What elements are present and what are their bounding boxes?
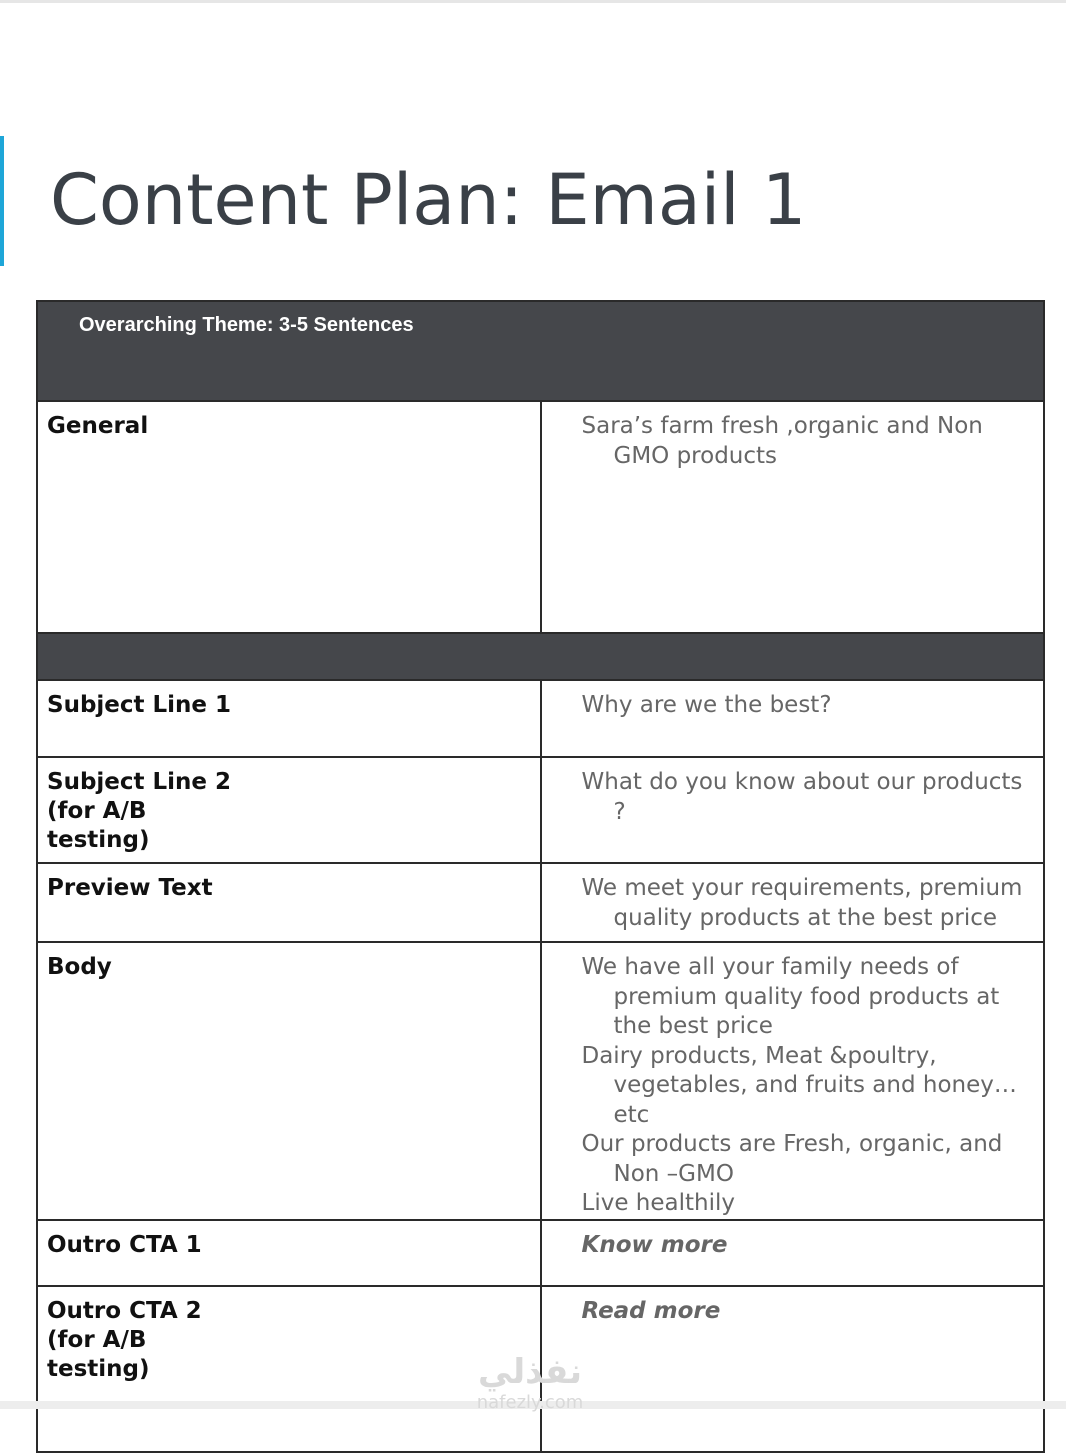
- row-label-line: Subject Line 2: [47, 769, 232, 795]
- row-label-outro-cta-1: [37, 1220, 541, 1286]
- row-label-subject-line-2: [37, 757, 541, 863]
- top-rule: [0, 0, 1066, 3]
- theme-header-row: [37, 301, 1044, 401]
- row-label-line: testing): [47, 1355, 150, 1382]
- watermark: [440, 1352, 620, 1414]
- row-value-line: We have all your family needs of premium quality food products at the best price: [581, 954, 1000, 1039]
- row-label-line: (for A/B: [47, 1326, 147, 1353]
- row-value-outro-cta-1: [541, 1220, 1045, 1286]
- row-value-body: [541, 942, 1045, 1220]
- row-value-line: Dairy products, Meat &poultry, vegetables, and fruits and honey…etc: [581, 1042, 1017, 1128]
- table-row: [37, 401, 1044, 633]
- row-value-subject-line-2: [541, 757, 1045, 863]
- title-accent-bar: [0, 136, 4, 266]
- row-value-subject-line-1: [541, 680, 1045, 757]
- watermark-latin: nafezly.com: [476, 1392, 584, 1413]
- table-row: [37, 1220, 1044, 1286]
- row-label-line: Outro CTA 2: [47, 1297, 202, 1324]
- watermark-arabic: نفذلي: [477, 1352, 583, 1392]
- row-label-line: (for A/B: [47, 798, 147, 824]
- table-row: [37, 757, 1044, 863]
- row-label-preview-text: [37, 863, 541, 942]
- section-divider-row: [37, 633, 1044, 680]
- row-label-line: Body: [47, 954, 112, 980]
- theme-header: Overarching Theme: 3-5 Sentences: [37, 301, 1044, 401]
- table-row: [37, 942, 1044, 1220]
- row-label-line: Outro CTA 1: [47, 1231, 202, 1258]
- row-value-line: Read more: [581, 1297, 721, 1324]
- row-value-line: Know more: [581, 1231, 728, 1258]
- section-divider: [37, 633, 1044, 680]
- row-value-line: Sara’s farm fresh ,organic and Non GMO products: [581, 413, 983, 469]
- row-value-line: Our products are Fresh, organic, and Non –GMO: [581, 1131, 1003, 1187]
- row-label-line: General: [47, 413, 149, 439]
- row-value-line: We meet your requirements, premium quality products at the best price: [581, 875, 1023, 931]
- table-row: [37, 680, 1044, 757]
- row-label-subject-line-1: [37, 680, 541, 757]
- row-label-general: [37, 401, 541, 633]
- row-label-line: Subject Line 1: [47, 692, 232, 718]
- row-label-line: testing): [47, 827, 150, 853]
- row-value-line: Live healthily: [581, 1190, 735, 1216]
- row-value-general: [541, 401, 1045, 633]
- row-label-body: [37, 942, 541, 1220]
- row-label-line: Preview Text: [47, 875, 213, 901]
- page-title: Content Plan: Email 1: [50, 159, 807, 241]
- content-plan-table: [36, 300, 1045, 1453]
- row-value-line: What do you know about our products ?: [581, 769, 1023, 825]
- row-value-preview-text: [541, 863, 1045, 942]
- row-value-line: Why are we the best?: [581, 692, 832, 718]
- table-row: [37, 863, 1044, 942]
